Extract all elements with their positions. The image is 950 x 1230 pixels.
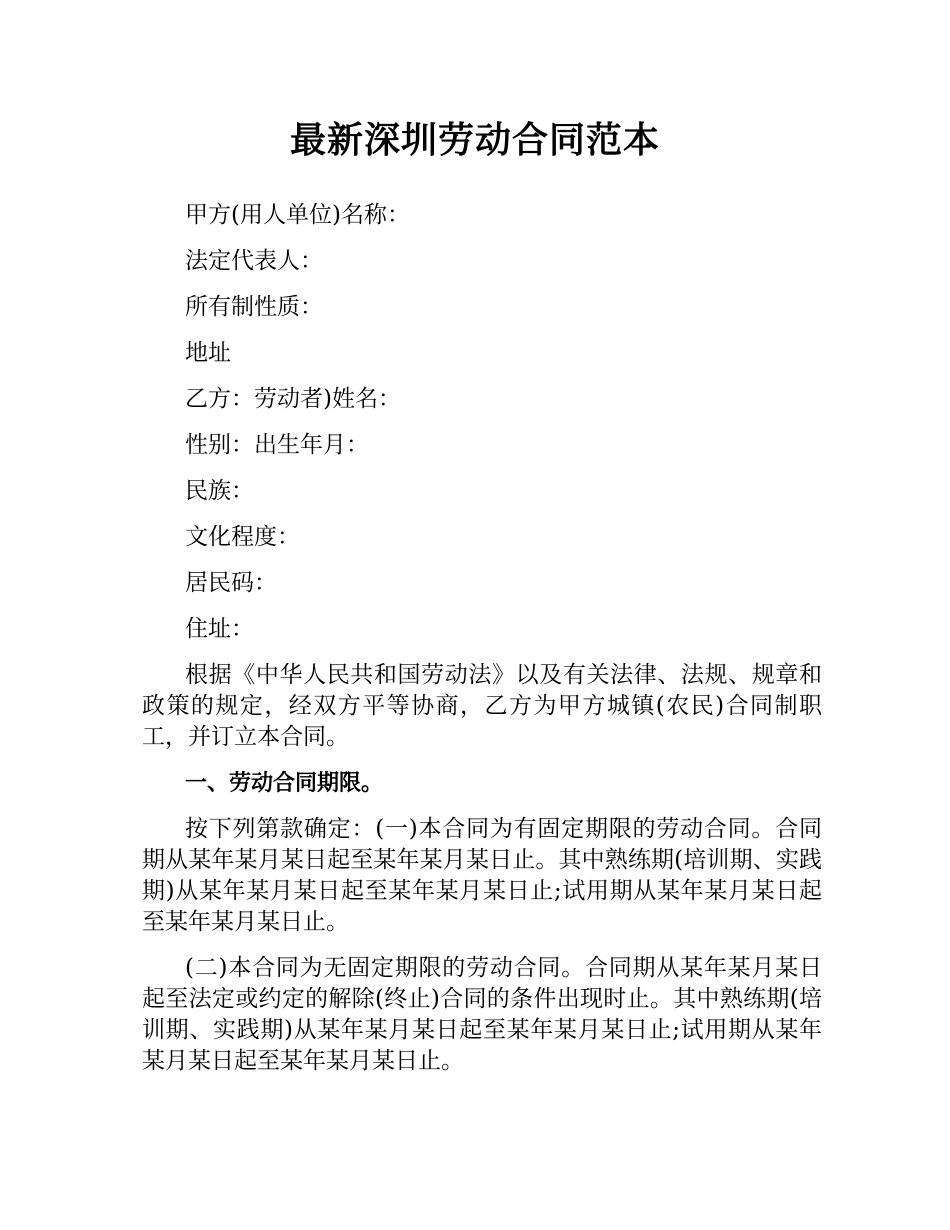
section-1-paragraph-open-term: (二)本合同为无固定期限的劳动合同。合同期从某年某月某日起至法定或约定的解除(终止)合同的条件出现时止。其中熟练期(培训期、实践期)从某年某月某日起至某年某月某日止;试用期从某年某月某日起至某年某月某日止。 xyxy=(142,955,822,1074)
document-body xyxy=(142,200,822,1092)
intro-paragraph: 根据《中华人民共和国劳动法》以及有关法律、法规、规章和政策的规定，经双方平等协商，乙方为甲方城镇(农民)合同制职工，并订立本合同。 xyxy=(142,662,822,750)
field-gender-birth: 性别：出生年月： xyxy=(185,432,369,458)
field-ownership-type: 所有制性质： xyxy=(185,294,323,320)
field-ethnicity: 民族： xyxy=(185,478,254,504)
document-title: 最新深圳劳动合同范本 xyxy=(289,120,660,161)
field-employer-address: 地址 xyxy=(185,340,231,366)
field-employee-name: 乙方：劳动者)姓名： xyxy=(185,386,401,412)
field-home-address: 住址： xyxy=(185,616,254,642)
field-employer-name: 甲方(用人单位)名称： xyxy=(185,202,410,228)
section-1-heading: 一、劳动合同期限。 xyxy=(185,771,384,796)
field-education: 文化程度： xyxy=(185,524,300,550)
field-legal-representative: 法定代表人： xyxy=(185,248,323,274)
field-resident-id: 居民码： xyxy=(185,570,277,596)
section-1-paragraph-fixed-term: 按下列第款确定：(一)本合同为有固定期限的劳动合同。合同期从某年某月某日起至某年某月某日止。其中熟练期(培训期、实践期)从某年某月某日起至某年某月某日止;试用期从某年某月某日起至某年某月某日止。 xyxy=(142,816,822,935)
